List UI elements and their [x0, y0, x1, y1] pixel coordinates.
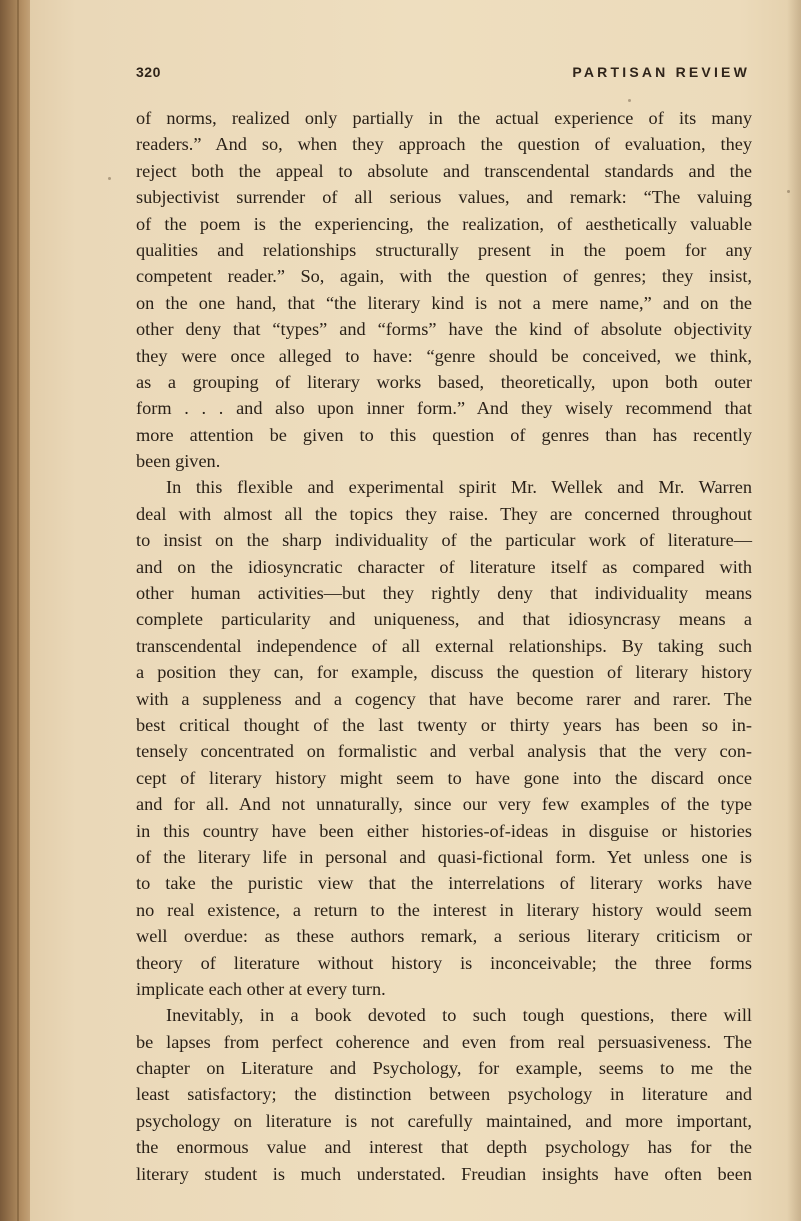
journal-title: PARTISAN REVIEW: [572, 64, 750, 80]
text-line: with a suppleness and a cogency that have become rarer and rarer. The: [136, 688, 752, 709]
text-line: qualities and relationships structurally present in the poem for any: [136, 239, 752, 260]
text-line: subjectivist surrender of all serious values, and remark: “The valuing: [136, 187, 752, 208]
text-line: of the literary life in personal and quasi-fictional form. Yet unless one is: [136, 846, 752, 867]
text-line: theory of literature without history is inconceivable; the three forms: [136, 952, 752, 973]
text-line: in this country have been either histories-of-ideas in disguise or histories: [136, 820, 752, 841]
text-line: Inevitably, in a book devoted to such tough questions, there will: [166, 1005, 752, 1026]
text-line: to take the puristic view that the interrelations of literary works have: [136, 873, 752, 894]
text-line: well overdue: as these authors remark, a serious literary criticism or: [136, 926, 752, 947]
text-line: no real existence, a return to the interest in literary history would seem: [136, 899, 752, 920]
text-line: least satisfactory; the distinction between psychology in literature and: [136, 1084, 752, 1105]
text-line: of norms, realized only partially in the actual experience of its many: [136, 108, 752, 128]
text-line: complete particularity and uniqueness, and that idiosyncrasy means a: [136, 609, 752, 630]
text-line: of the poem is the experiencing, the realization, of aesthetically valuable: [136, 213, 752, 234]
text-line: deal with almost all the topics they raise. They are concerned throughout: [136, 503, 752, 524]
text-line: they were once alleged to have: “genre should be conceived, we think,: [136, 345, 752, 366]
text-line: to insist on the sharp individuality of the particular work of literature—: [136, 530, 752, 551]
paragraph-2: [136, 474, 752, 1002]
binding-fold: [17, 0, 19, 1221]
text-line: more attention be given to this question of genres than has recently: [136, 424, 752, 445]
running-head: [136, 64, 750, 86]
page-number: 320: [136, 64, 161, 80]
text-line: be lapses from perfect coherence and even from real persuasiveness. The: [136, 1031, 752, 1052]
paragraph-1: [136, 105, 752, 474]
text-line: reject both the appeal to absolute and transcendental standards and the: [136, 160, 752, 181]
text-line: a position they can, for example, discuss the question of literary history: [136, 662, 752, 683]
text-line: cept of literary history might seem to have gone into the discard once: [136, 767, 752, 788]
text-line: form . . . and also upon inner form.” And they wisely recommend that: [136, 398, 752, 419]
text-line: as a grouping of literary works based, theoretically, upon both outer: [136, 371, 752, 392]
text-line: tensely concentrated on formalistic and verbal analysis that the very con-: [136, 741, 752, 762]
text-line: been given.: [136, 451, 221, 472]
text-line: best critical thought of the last twenty or thirty years has been so in-: [136, 714, 752, 735]
page-edge-shadow: [787, 0, 801, 1221]
paper-speck: [787, 190, 790, 193]
text-line: other deny that “types” and “forms” have the kind of absolute objectivity: [136, 319, 752, 340]
text-line: chapter on Literature and Psychology, for example, seems to me the: [136, 1058, 752, 1079]
text-line: the enormous value and interest that depth psychology has for the: [136, 1137, 752, 1158]
text-line: other human activities—but they rightly deny that individuality means: [136, 583, 752, 604]
text-line: readers.” And so, when they approach the question of evaluation, they: [136, 134, 752, 155]
paragraph-3: [136, 1002, 752, 1187]
text-line: psychology on literature is not carefully maintained, and more important,: [136, 1110, 752, 1131]
body-text: [136, 105, 752, 1187]
text-line: implicate each other at every turn.: [136, 978, 386, 999]
paper-speck: [108, 177, 111, 180]
paper-speck: [628, 99, 631, 102]
text-line: In this flexible and experimental spirit Mr. Wellek and Mr. Warren: [166, 477, 752, 498]
text-line: and for all. And not unnaturally, since our very few examples of the type: [136, 794, 752, 815]
text-line: competent reader.” So, again, with the question of genres; they insist,: [136, 266, 752, 287]
text-line: literary student is much understated. Freudian insights have often been: [136, 1163, 752, 1184]
text-line: and on the idiosyncratic character of literature itself as compared with: [136, 556, 752, 577]
text-line: transcendental independence of all external relationships. By taking such: [136, 635, 752, 656]
text-line: on the one hand, that “the literary kind is not a mere name,” and on the: [136, 292, 752, 313]
